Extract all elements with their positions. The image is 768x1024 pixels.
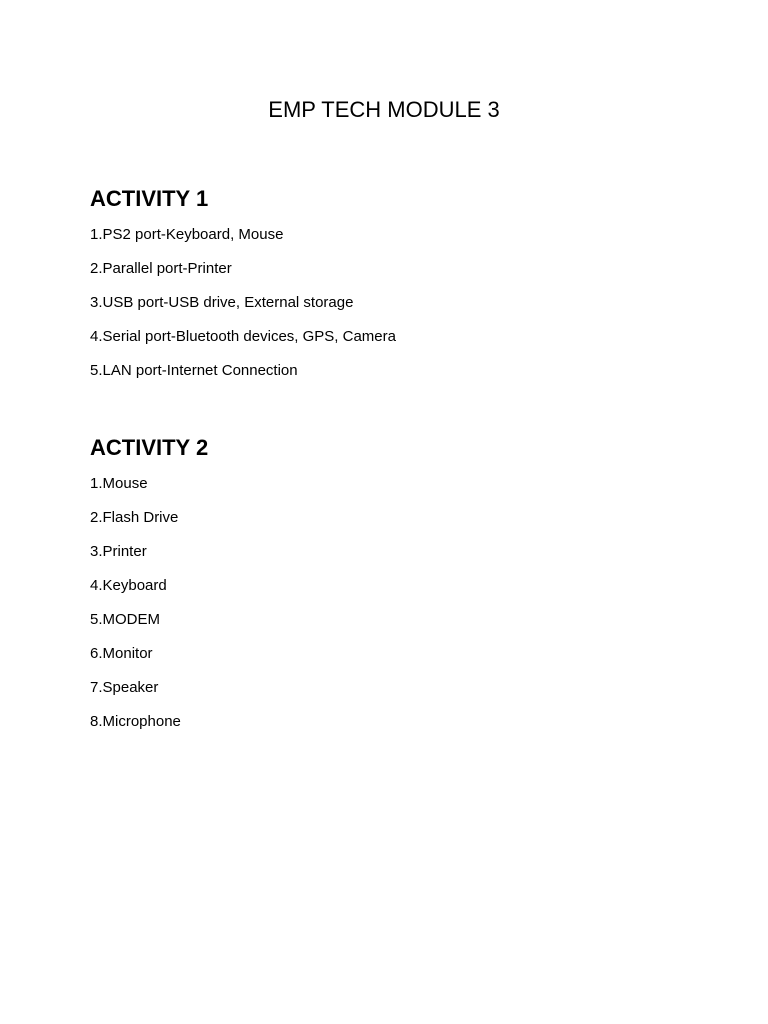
- list-item: 5.MODEM: [90, 611, 161, 628]
- list-item: 4.Serial port-Bluetooth devices, GPS, Camera: [90, 328, 396, 345]
- document-title: EMP TECH MODULE 3: [268, 97, 500, 122]
- list-item: 3.USB port-USB drive, External storage: [90, 294, 354, 311]
- list-item: 3.Printer: [90, 543, 147, 560]
- activity-1-heading: ACTIVITY 1: [90, 186, 209, 211]
- activity-1-list: [90, 225, 710, 381]
- list-item: 7.Speaker: [90, 679, 159, 696]
- list-item: 4.Keyboard: [90, 577, 167, 594]
- activity-1-section: [90, 185, 710, 381]
- activity-2-list: [90, 474, 710, 732]
- list-item: 5.LAN port-Internet Connection: [90, 362, 298, 379]
- list-item: 1.PS2 port-Keyboard, Mouse: [90, 226, 284, 243]
- activity-2-section: [90, 434, 710, 732]
- list-item: 1.Mouse: [90, 475, 148, 492]
- list-item: 2.Flash Drive: [90, 509, 179, 526]
- list-item: 8.Microphone: [90, 713, 181, 730]
- list-item: 6.Monitor: [90, 645, 153, 662]
- activity-2-heading: ACTIVITY 2: [90, 435, 209, 460]
- list-item: 2.Parallel port-Printer: [90, 260, 232, 277]
